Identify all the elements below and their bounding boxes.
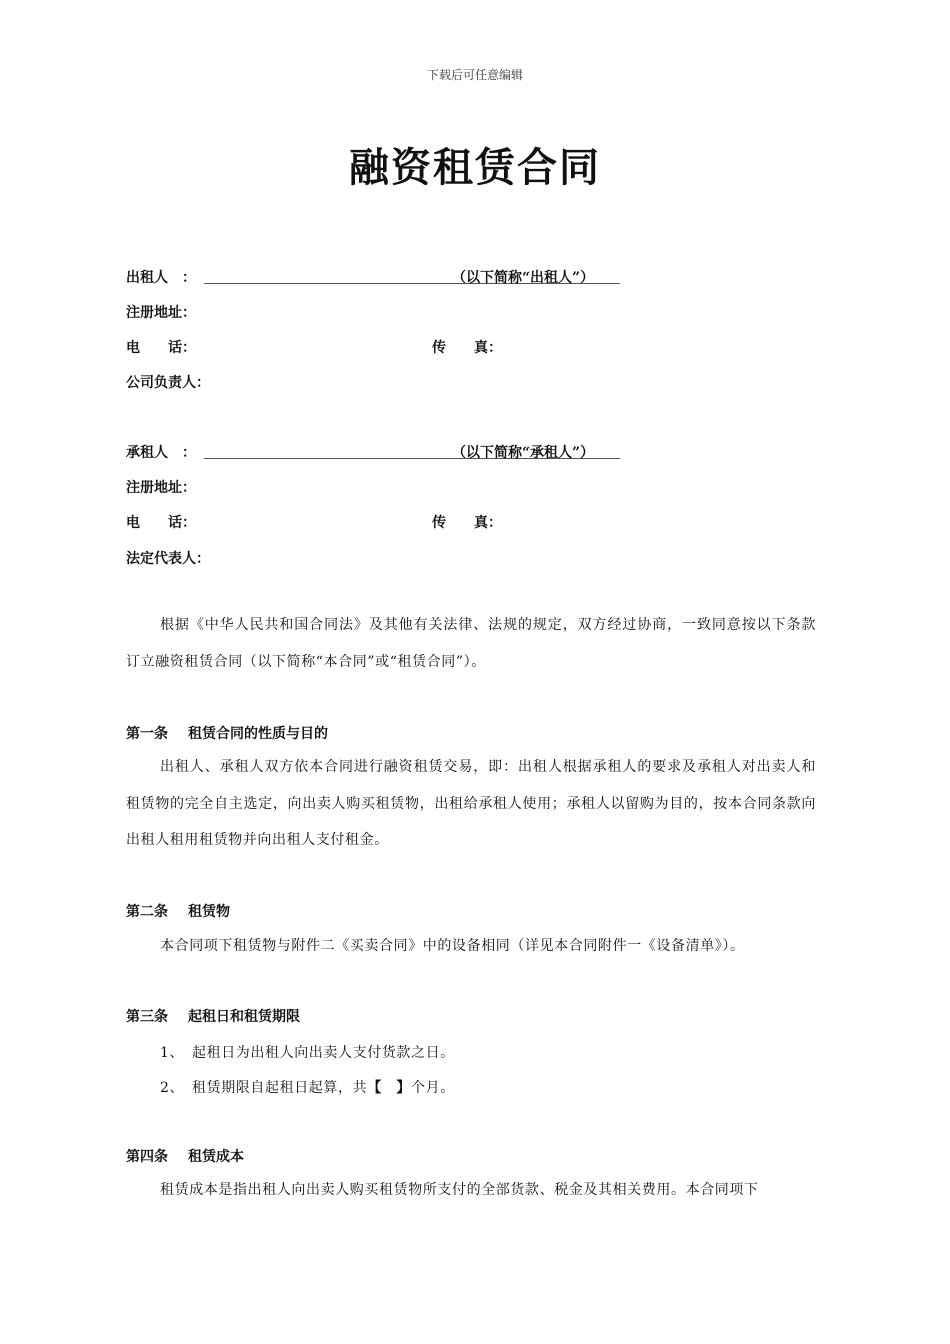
- article-4-body: 租赁成本是指出租人向出卖人购买租赁物所支付的全部货款、税金及其相关费用。本合同项下: [160, 1182, 759, 1198]
- lessor-abbr: （以下简称“出租人”）: [452, 270, 595, 286]
- article-1-heading: [126, 723, 328, 743]
- lessor-fax-label: 传 真：: [432, 340, 502, 356]
- lessor-head-label: 公司负责人：: [126, 375, 210, 391]
- lessor-address-label: 注册地址：: [126, 305, 196, 321]
- lessee-fax-label: 传 真：: [432, 515, 502, 531]
- item-bracket: 【 】: [367, 1080, 412, 1096]
- lessor-phone-label: 电 话：: [126, 340, 196, 356]
- article-1-body: 出租人、承租人双方依本合同进行融资租赁交易，即：出租人根据承租人的要求及承租人对出卖人和租赁物的完全自主选定，向出卖人购买租赁物，出租给承租人使用；承租人以留购为目的，按本合同条款向出租人租用租赁物并向出租人支付租金。: [126, 759, 816, 848]
- article-1-number: 第一条: [126, 726, 168, 742]
- item-text: 租赁期限自起租日起算，共: [192, 1080, 368, 1096]
- item-number: 1、: [160, 1045, 185, 1061]
- article-2-title: 租赁物: [188, 904, 230, 920]
- article-2-heading: [126, 901, 230, 921]
- preamble-paragraph: 根据《中华人民共和国合同法》及其他有关法律、法规的规定，双方经过协商，一致同意按以下条款订立融资租赁合同（以下简称“本合同”或“租赁合同”）。: [126, 617, 816, 670]
- item-number: 2、: [160, 1080, 185, 1096]
- lessee-address-label: 注册地址：: [126, 480, 196, 496]
- article-4-number: 第四条: [126, 1149, 168, 1165]
- article-3-heading: [126, 1006, 300, 1026]
- article-3-item-2: [160, 1077, 455, 1097]
- article-3-number: 第三条: [126, 1009, 168, 1025]
- lessor-label: 出租人 ：: [126, 270, 196, 286]
- article-3-item-1: [160, 1042, 455, 1062]
- lessee-phone-label: 电 话：: [126, 515, 196, 531]
- article-4-heading: [126, 1146, 244, 1166]
- header-note: 下载后可任意编辑: [426, 68, 523, 82]
- item-text-tail: 个月。: [411, 1080, 455, 1096]
- article-1-title: 租赁合同的性质与目的: [188, 726, 328, 742]
- lessee-abbr: （以下简称“承租人”）: [452, 445, 595, 461]
- article-3-title: 起租日和租赁期限: [188, 1009, 300, 1025]
- article-2-number: 第二条: [126, 904, 168, 920]
- lessee-label: 承租人 ：: [126, 445, 196, 461]
- article-2-body: 本合同项下租赁物与附件二《买卖合同》中的设备相同（详见本合同附件一《设备清单》）。: [160, 938, 745, 954]
- lessee-rep-label: 法定代表人：: [126, 551, 210, 567]
- document-title: 融资租赁合同: [349, 144, 601, 191]
- item-text: 起租日为出租人向出卖人支付货款之日。: [192, 1045, 455, 1061]
- article-4-title: 租赁成本: [188, 1149, 244, 1165]
